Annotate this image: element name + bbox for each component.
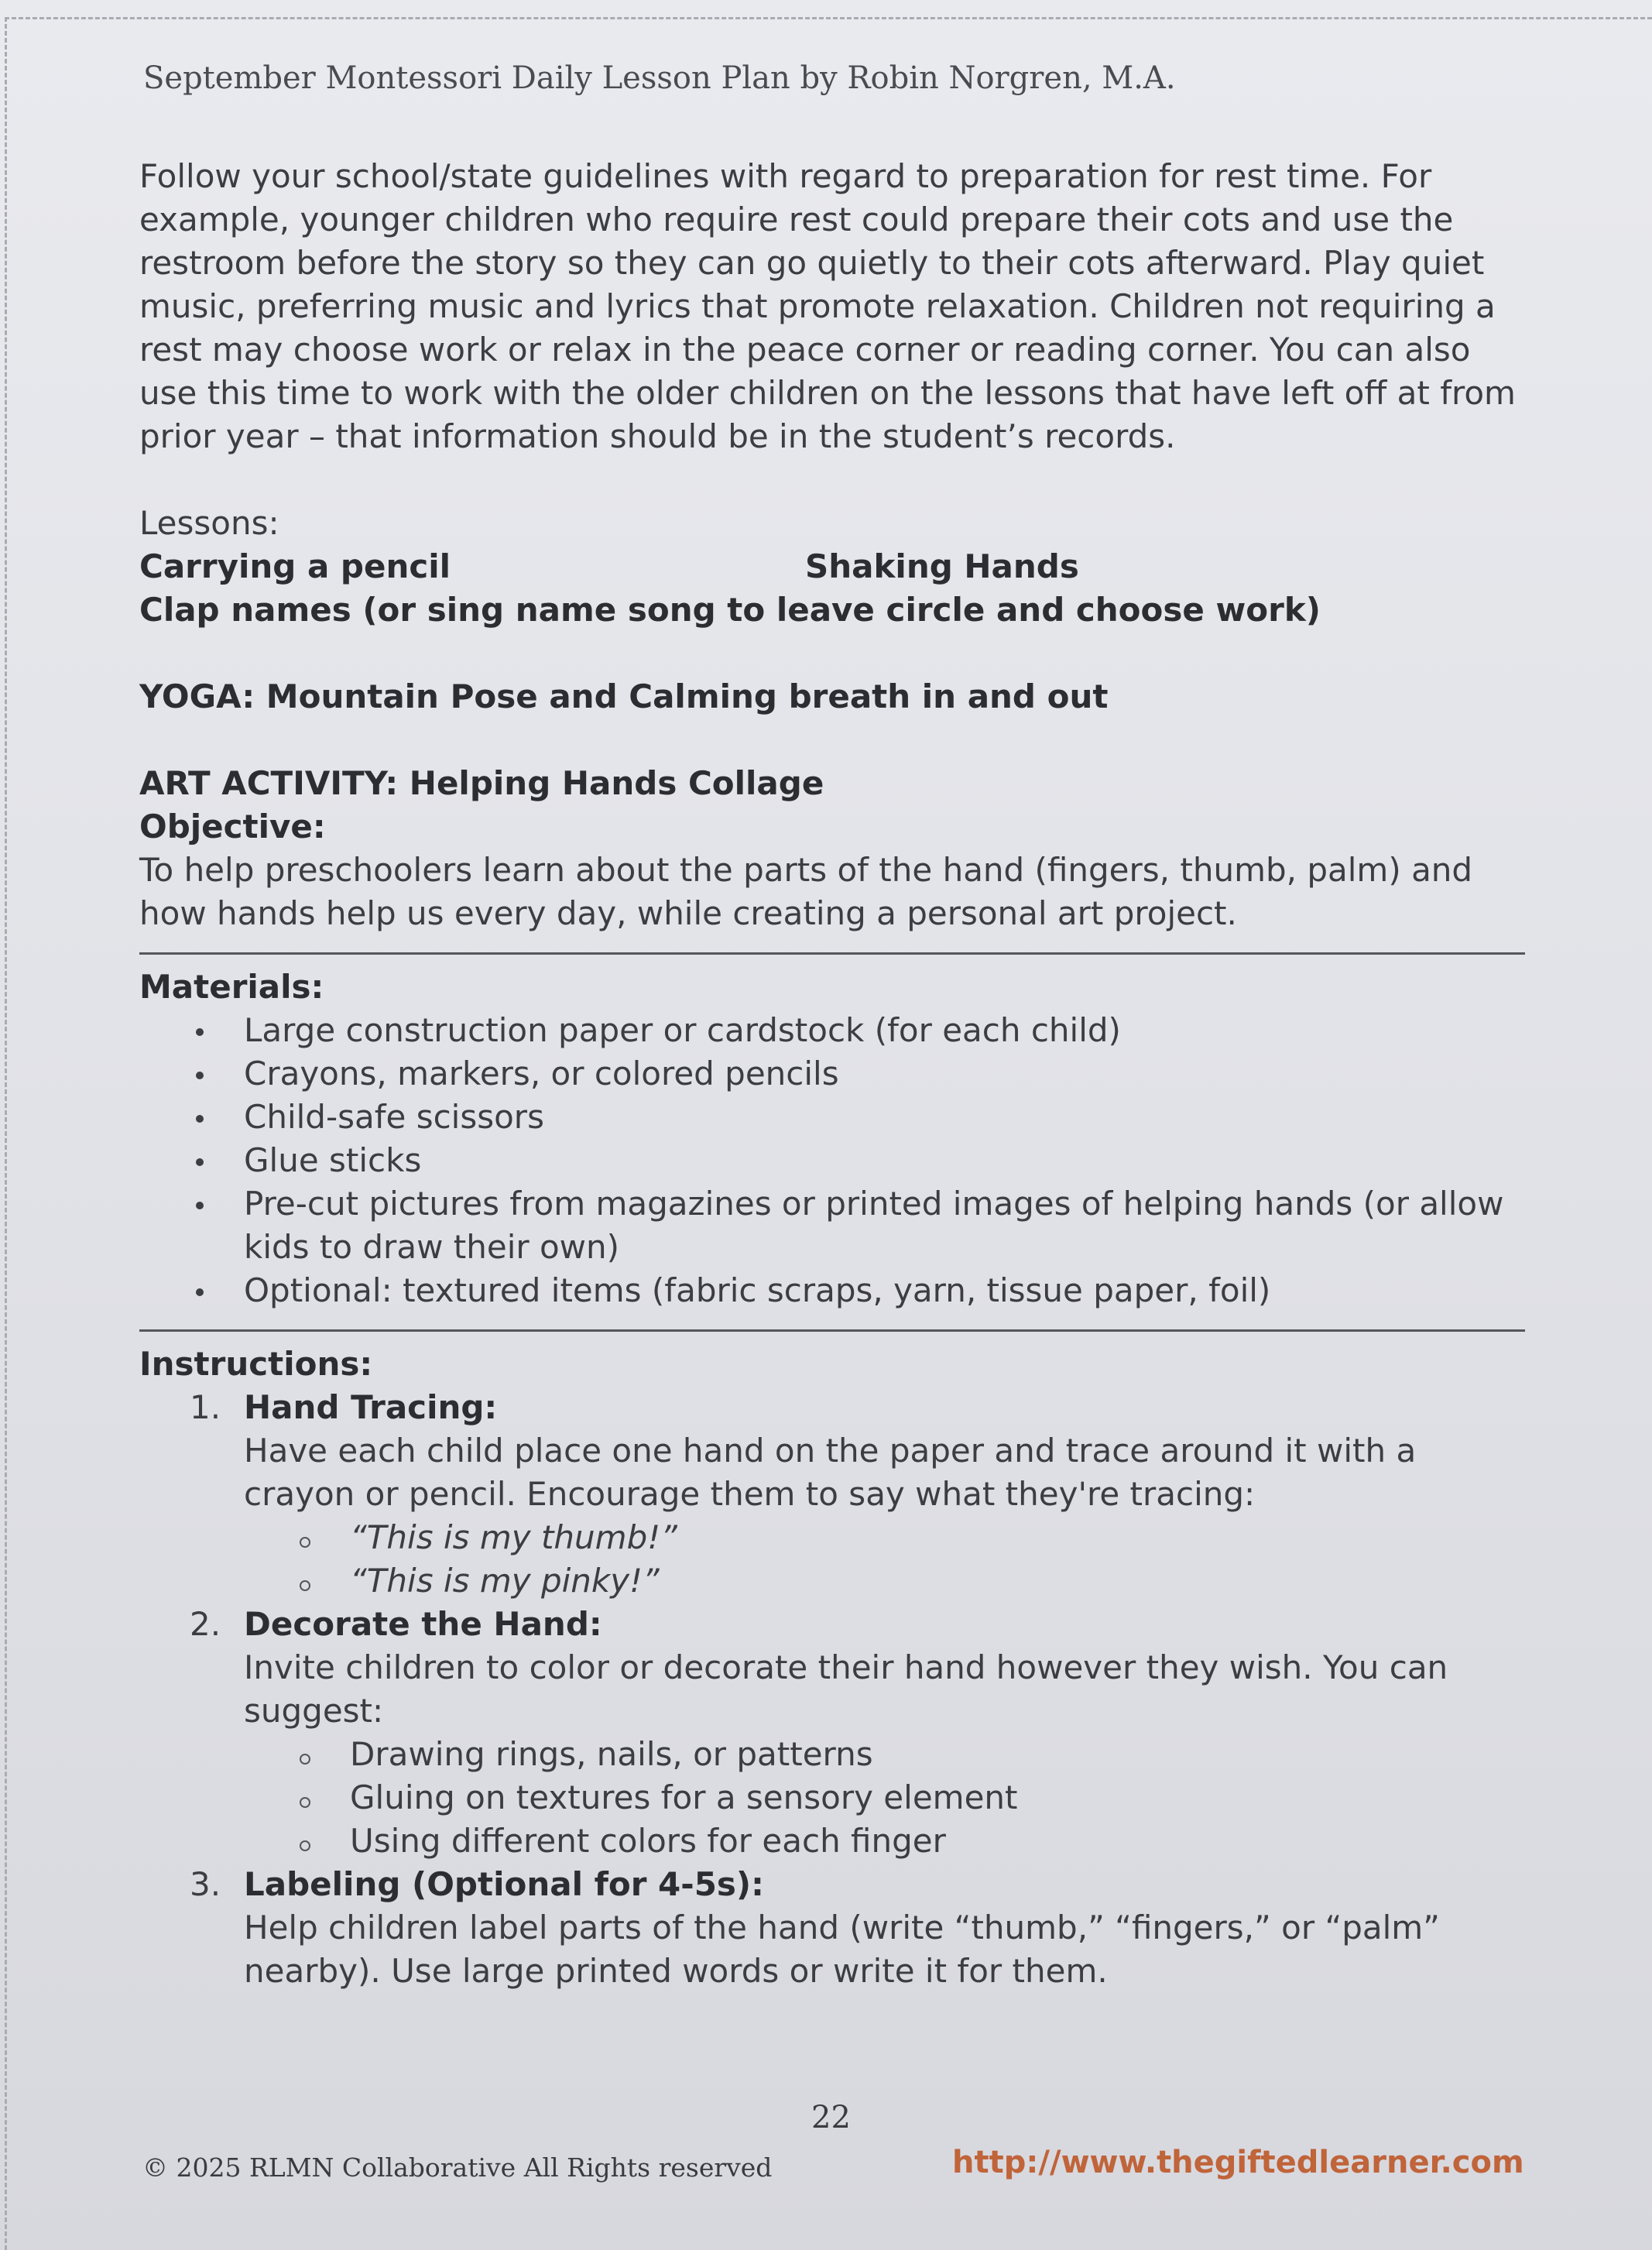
step-title: Decorate the Hand: [244,1605,602,1643]
step-number: 3. [190,1865,221,1903]
list-item: Pre-cut pictures from magazines or printed images of helping hands (or allow kids to draw their own) [244,1182,1525,1269]
materials-label: Materials: [139,968,324,1006]
list-item: Child-safe scissors [244,1096,1525,1139]
spacer [139,632,1525,675]
list-item: Optional: textured items (fabric scraps, yarn, tissue paper, foil) [244,1269,1525,1312]
lessons-row [139,545,1525,588]
sub-item: Drawing rings, nails, or patterns [350,1733,1525,1776]
step-number: 1. [190,1388,221,1426]
step-title: Labeling (Optional for 4-5s): [244,1865,764,1903]
sub-item: “This is my pinky!” [350,1559,1525,1603]
list-item: Large construction paper or cardstock (for each child) [244,1009,1525,1052]
sub-item: Gluing on textures for a sensory element [350,1776,1525,1820]
instruction-step [190,1603,1525,1863]
website-link[interactable]: http://www.thegiftedlearner.com [952,2145,1524,2180]
step-title: Hand Tracing: [244,1388,498,1426]
page-content [139,155,1525,1993]
list-item: Crayons, markers, or colored pencils [244,1052,1525,1096]
lesson-item: Carrying a pencil [139,547,451,585]
step-text: Have each child place one hand on the paper and trace around it with a crayon or pencil. Encourage them to say what they're tracing: [244,1432,1417,1513]
instructions-label: Instructions: [139,1345,373,1383]
list-item: Glue sticks [244,1139,1525,1182]
sub-item: “This is my thumb!” [350,1516,1525,1559]
step-text: Help children label parts of the hand (write “thumb,” “fingers,” or “palm” nearby). Use large printed words or write it for them. [244,1909,1440,1990]
objective-text: To help preschoolers learn about the parts of the hand (fingers, thumb, palm) and how hands help us every day, while creating a personal art project. [139,851,1473,932]
lesson-item: Clap names (or sing name song to leave circle and choose work) [139,591,1321,629]
section-divider [139,1329,1525,1332]
page-number: 22 [811,2100,851,2135]
page-header: September Montessori Daily Lesson Plan by Robin Norgren, M.A. [143,60,1176,96]
art-activity-title: ART ACTIVITY: Helping Hands Collage [139,764,824,802]
instruction-step [190,1863,1525,1993]
section-divider [139,952,1525,955]
step-number: 2. [190,1605,221,1643]
yoga-line: YOGA: Mountain Pose and Calming breath in and out [139,677,1109,715]
lesson-item: Shaking Hands [805,547,1079,585]
lessons-label: Lessons: [139,504,279,542]
materials-list [139,1009,1525,1312]
step-text: Invite children to color or decorate their hand however they wish. You can suggest: [244,1648,1448,1730]
spacer [139,719,1525,762]
copyright-notice: © 2025 RLMN Collaborative All Rights reserved [142,2152,773,2183]
step-sublist [244,1733,1525,1863]
step-sublist [244,1516,1525,1603]
instructions-list [139,1386,1525,1993]
intro-paragraph: Follow your school/state guidelines with regard to preparation for rest time. For example, younger children who require rest could prepare their cots and use the restroom before the story so they can go quietly to their cots afterward. Play quiet music, preferring music and lyrics that promote relaxation. Children not requiring a rest may choose work or relax in the peace corner or reading corner. You can also use this time to work with the older children on the lessons that have left off at from prior year – that information should be in the student’s records. [139,157,1516,455]
objective-label: Objective: [139,808,326,845]
instruction-step [190,1386,1525,1603]
sub-item: Using different colors for each finger [350,1820,1525,1863]
